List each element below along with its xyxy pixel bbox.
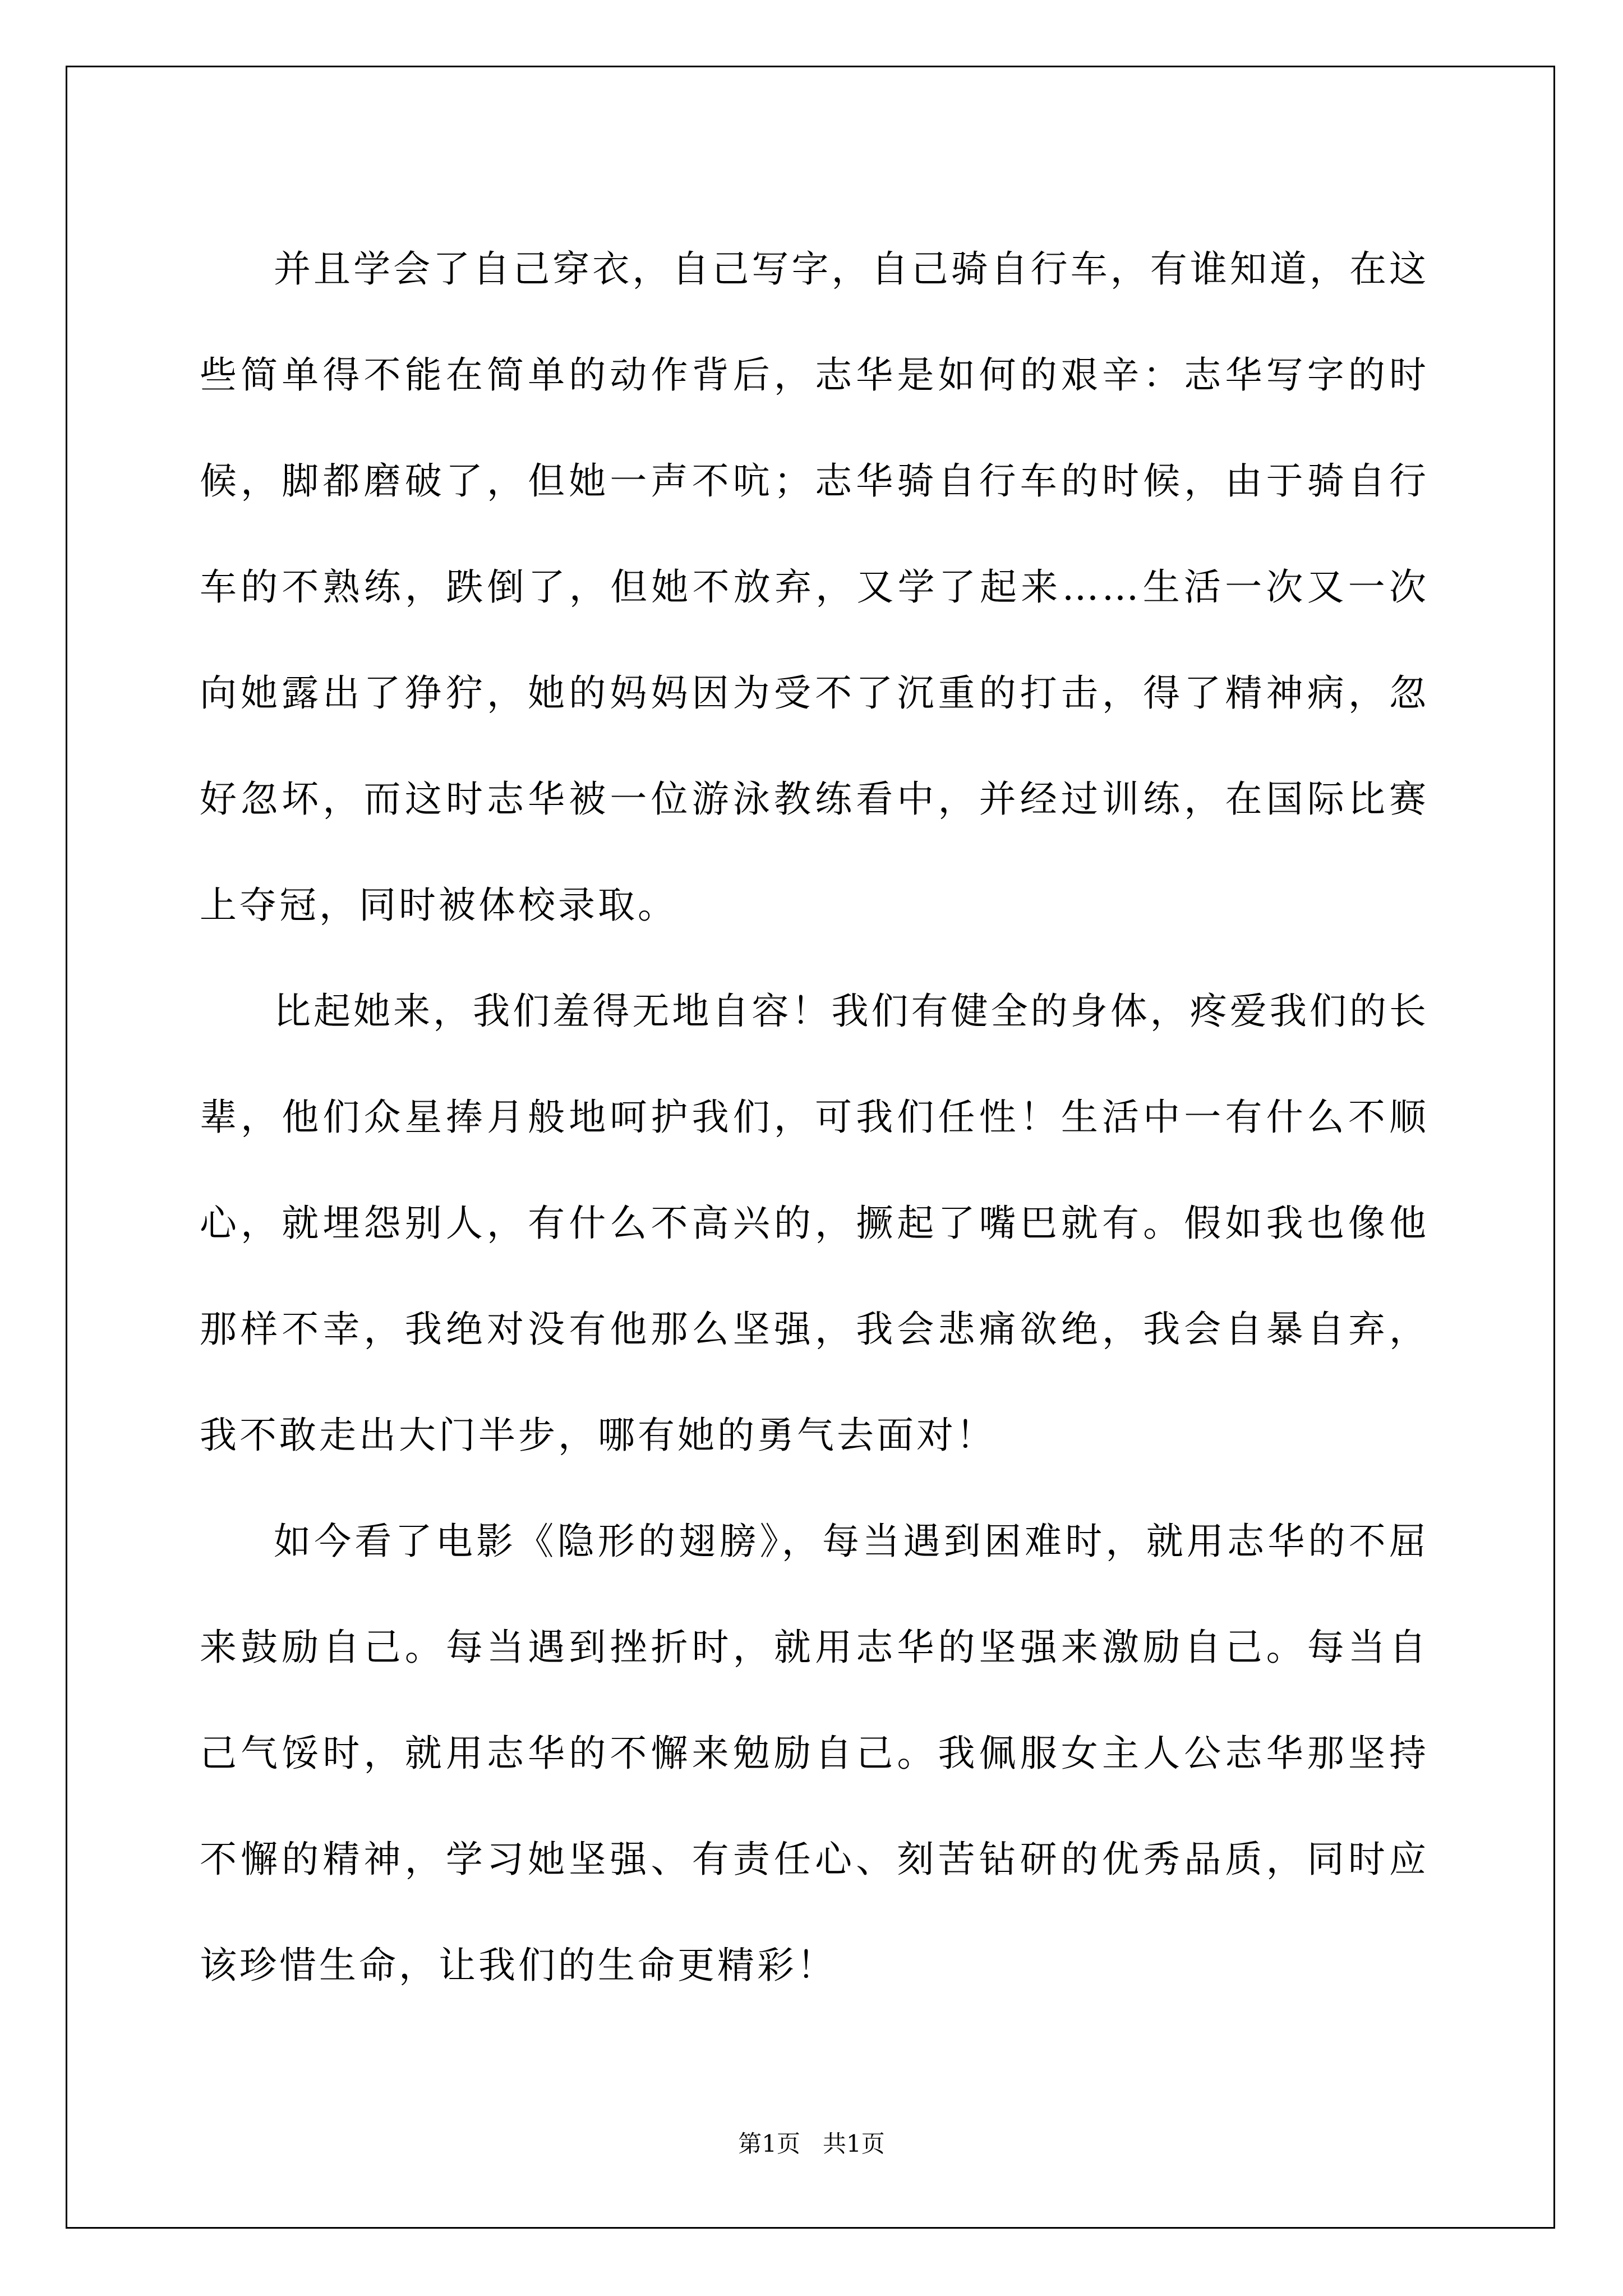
paragraph-2: 比起她来，我们羞得无地自容！我们有健全的身体，疼爱我们的长辈，他们众星捧月般地呵护我们，可我们任性！生活中一有什么不顺心，就埋怨别人，有什么不高兴的，撅起了嘴巴就有。假如我也像他那样不幸，我绝对没有他那么坚强，我会悲痛欲绝，我会自暴自弃，我不敢走出大门半步，哪有她的勇气去面对！ — [200, 990, 1429, 1457]
paragraph-3: 如今看了电影《隐形的翅膀》，每当遇到困难时，就用志华的不屈来鼓励自己。每当遇到挫折时，就用志华的坚强来激励自己。每当自己气馁时，就用志华的不懈来勉励自己。我佩服女主人公志华那坚持不懈的精神，学习她坚强、有责任心、刻苦钻研的优秀品质，同时应该珍惜生命，让我们的生命更精彩！ — [200, 1520, 1429, 1987]
paragraph-1: 并且学会了自己穿衣，自己写字，自己骑自行车，有谁知道，在这些简单得不能在简单的动作背后，志华是如何的艰辛：志华写字的时候，脚都磨破了，但她一声不吭；志华骑自行车的时候，由于骑自行车的不熟练，跌倒了，但她不放弃，又学了起来……生活一次又一次向她露出了狰狞，她的妈妈因为受不了沉重的打击，得了精神病，忽好忽坏，而这时志华被一位游泳教练看中，并经过训练，在国际比赛上夺冠，同时被体校录取。 — [200, 247, 1429, 927]
page-footer: 第1页 共1页 — [738, 2130, 885, 2157]
document-body — [200, 216, 1429, 2018]
